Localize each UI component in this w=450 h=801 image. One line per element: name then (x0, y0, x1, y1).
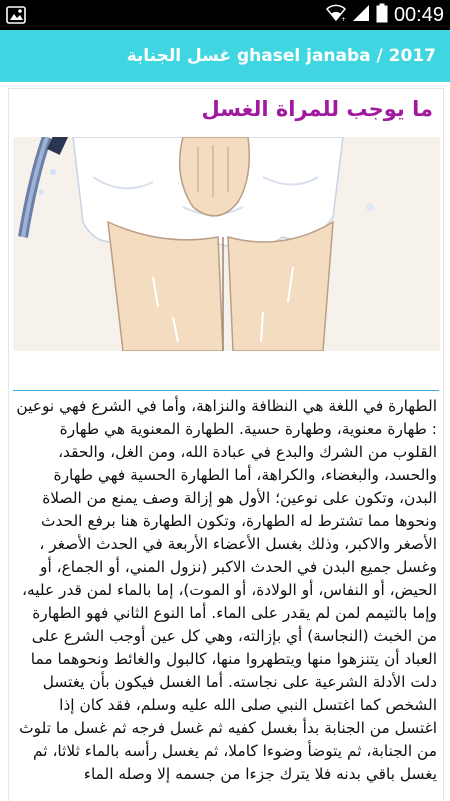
signal-icon (352, 4, 370, 26)
article-heading: ما يوجب للمراة الغسل (201, 97, 433, 121)
app-title: ghasel janaba / 2017 غسل الجنابة (126, 46, 436, 66)
status-bar (0, 0, 450, 30)
article-card (8, 88, 444, 801)
article-content[interactable] (0, 82, 450, 800)
section-divider (13, 390, 439, 391)
battery-icon (376, 3, 388, 27)
status-time: 00:49 (393, 4, 444, 26)
app-notification-icon (6, 5, 28, 25)
wifi-icon (326, 4, 346, 26)
article-illustration (13, 137, 440, 351)
app-bar (0, 30, 450, 82)
svg-text:+: + (340, 16, 346, 22)
article-body: الطهارة في اللغة هي النظافة والنزاهة، وأما في الشرع فهي نوعين : طهارة معنوية، وطهارة حسية. الطهارة المعنوية هي طهارة القلوب من الشرك والبدع في عبادة الله، ومن الغل، والحقد، والحسد، والبغضاء، والكراهة، أما الطهارة الحسية فهي طهارة البدن، وتكون على نوعين؛ الأول هو إزالة وصف يمنع من الصلاة ونحوها مما تشترط له الطهارة، وتكون الطهارة هنا برفع الحدث الأصغر والاكبر، وذلك بغسل الأعضاء الأربعة في الحدث الأصغر ، وغسل جميع البدن في الحدث الاكبر (نزول المني، أو الجماع، أو الحيض، أو النفاس، أو الولادة، أو الموت)، إما بالماء لمن قدر عليه، وإما بالتيمم لمن لم يقدر على الماء. أما النوع الثاني فهو الطهارة من الخبث (النجاسة) أي بإزالته، وهي كل عين أوجب الشرع على العباد أن يتنزهوا منها ويتطهروا منها، كالبول والغائط ونحوهما مما دلت الأدلة الشرعية على نجاسته. أما الغسل فيكون بأن يغتسل الشخص كما اغتسل النبي صلى الله عليه وسلم، فقد كان إذا اغتسل من الجنابة بدأ بغسل كفيه ثم غسل فرجه ثم غسل ما تلوث من الجنابة، ثم يتوضأ وضوءا كاملا، ثم يغسل رأسه بالماء ثلاثا، ثم يغسل باقي بدنه فلا يترك جزءا من جسمه إلا وصله الماء (16, 397, 437, 783)
